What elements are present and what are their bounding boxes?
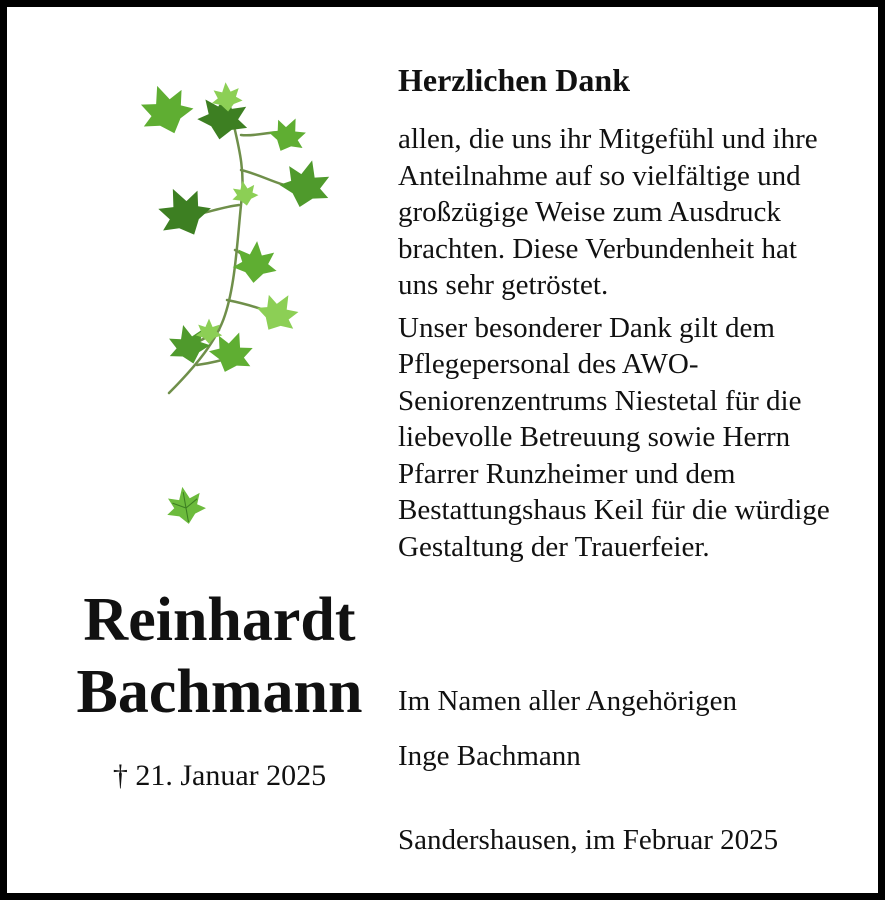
ivy-leaf-icon (159, 483, 213, 533)
ivy-vine-icon (127, 75, 347, 405)
thanks-heading: Herzlichen Dank (398, 62, 630, 98)
thanks-paragraph-1: allen, die uns ihr Mitgefühl und ihre Anteilnahme auf so vielfältige und großzügige Weise zum Ausdruck brachten. Diese Verbundenheit hat uns sehr getröstet. (398, 123, 818, 301)
deceased-last-name: Bachmann (76, 658, 363, 726)
closing-line: Im Namen aller Angehörigen (398, 685, 738, 717)
deceased-first-name: Reinhardt (83, 586, 356, 654)
death-date: † 21. Januar 2025 (112, 759, 327, 792)
place-and-date: Sandershausen, im Februar 2025 (398, 824, 779, 856)
thanks-message (398, 61, 838, 565)
thanks-paragraph-2: Unser besonderer Dank gilt dem Pflegepersonal des AWO-Seniorenzentrums Niestetal für die liebevolle Betreuung sowie Herrn Pfarrer Runzheimer und dem Bestattungshaus Keil für die würdige Gestaltung der Trauerfeier. (398, 311, 830, 563)
signer-name: Inge Bachmann (398, 740, 581, 772)
